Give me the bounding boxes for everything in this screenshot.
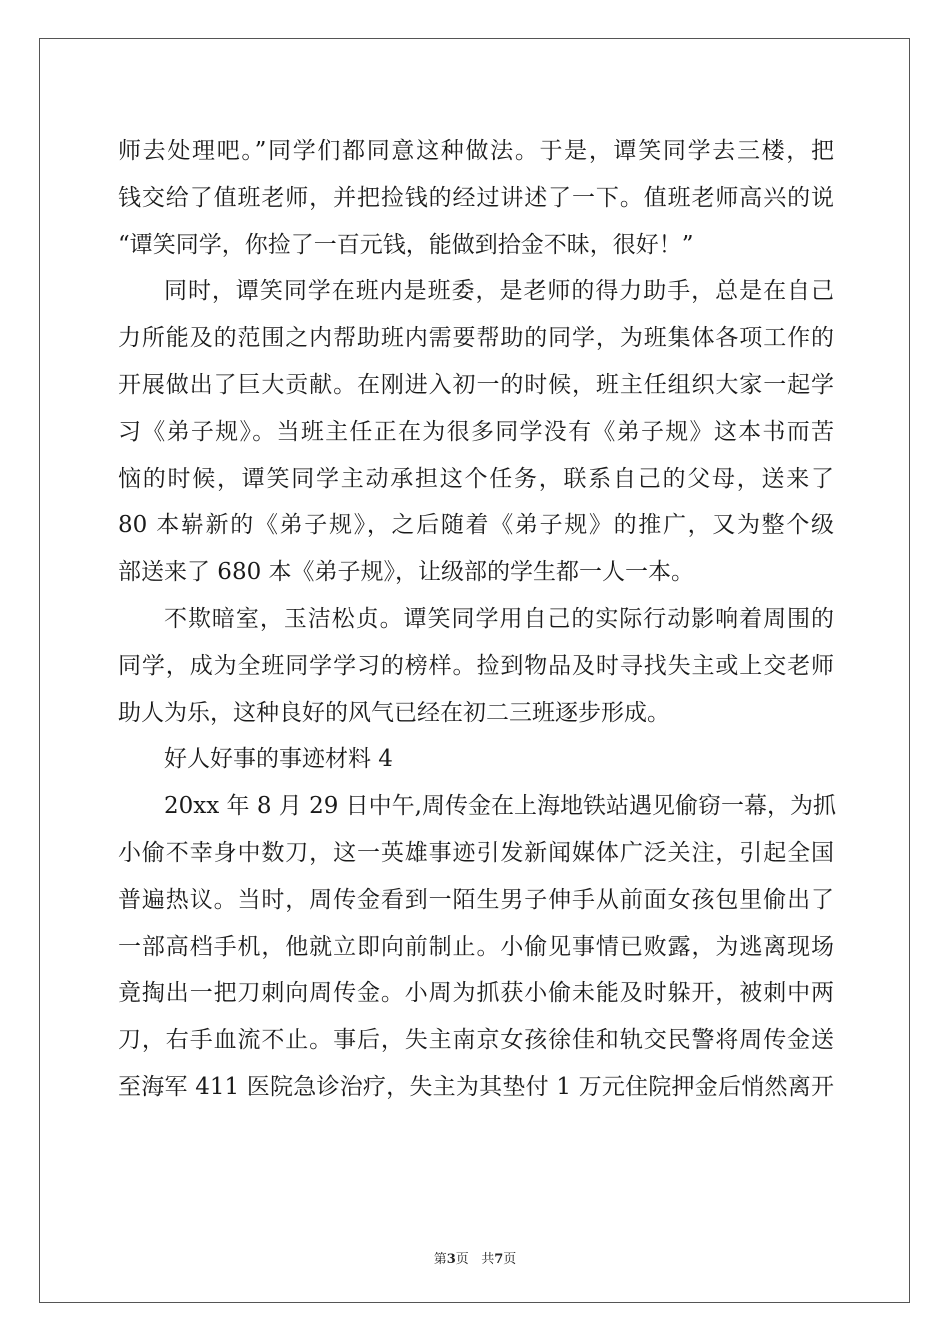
page-prefix: 第 [433, 1252, 447, 1267]
text-line: 部送来了 680 本《弟子规》，让级部的学生都一人一本。 [118, 559, 695, 586]
total-pages: 7 [494, 1252, 504, 1267]
text-line: 20xx 年 8 月 29 日中午,周传金在上海地铁站遇见偷窃一幕，为抓 [164, 793, 836, 820]
text-line: 力所能及的范围之内帮助班内需要帮助的同学，为班集体各项工作的 [118, 325, 834, 352]
text-line: 普遍热议。当时，周传金看到一陌生男子伸手从前面女孩包里偷出了 [118, 886, 834, 913]
total-prefix: 共 [481, 1252, 495, 1267]
text-line: “谭笑同学，你捡了一百元钱，能做到拾金不昧，很好！” [118, 231, 694, 258]
text-line: 同学，成为全班同学学习的榜样。捡到物品及时寻找失主或上交老师 [118, 652, 834, 679]
text-line: 至海军 411 医院急诊治疗，失主为其垫付 1 万元住院押金后悄然离开 [118, 1073, 834, 1100]
text-line: 开展做出了巨大贡献。在刚进入初一的时候，班主任组织大家一起学 [118, 371, 834, 398]
text-line: 习《弟子规》。当班主任正在为很多同学没有《弟子规》这本书而苦 [118, 418, 834, 445]
text-line: 师去处理吧。”同学们都同意这种做法。于是，谭笑同学去三楼，把 [118, 138, 834, 164]
text-line: 一部高档手机，他就立即向前制止。小偷见事情已败露，为逃离现场 [118, 933, 834, 960]
text-line: 不欺暗室，玉洁松贞。谭笑同学用自己的实际行动影响着周围的 [164, 605, 834, 632]
text-line: 同时，谭笑同学在班内是班委，是老师的得力助手，总是在自己 [164, 278, 834, 305]
text-line: 恼的时候，谭笑同学主动承担这个任务，联系自己的父母，送来了 [118, 465, 834, 492]
text-line: 刀，右手血流不止。事后，失主南京女孩徐佳和轨交民警将周传金送 [118, 1027, 834, 1054]
text-line: 助人为乐，这种良好的风气已经在初二三班逐步形成。 [118, 699, 670, 726]
total-suffix: 页 [503, 1252, 517, 1267]
document-body [118, 128, 834, 1111]
page-footer [0, 1248, 950, 1267]
page-suffix: 页 [455, 1252, 469, 1267]
text-line: 小偷不幸身中数刀，这一英雄事迹引发新闻媒体广泛关注，引起全国 [118, 839, 834, 866]
text-line: 钱交给了值班老师，并把捡钱的经过讲述了一下。值班老师高兴的说 [118, 184, 834, 211]
section-heading: 好人好事的事迹材料 4 [164, 746, 393, 773]
page-number: 3 [446, 1252, 456, 1267]
text-line: 80 本崭新的《弟子规》，之后随着《弟子规》的推广，又为整个级 [118, 512, 834, 539]
text-line: 竟掏出一把刀刺向周传金。小周为抓获小偷未能及时躲开，被刺中两 [118, 980, 834, 1007]
